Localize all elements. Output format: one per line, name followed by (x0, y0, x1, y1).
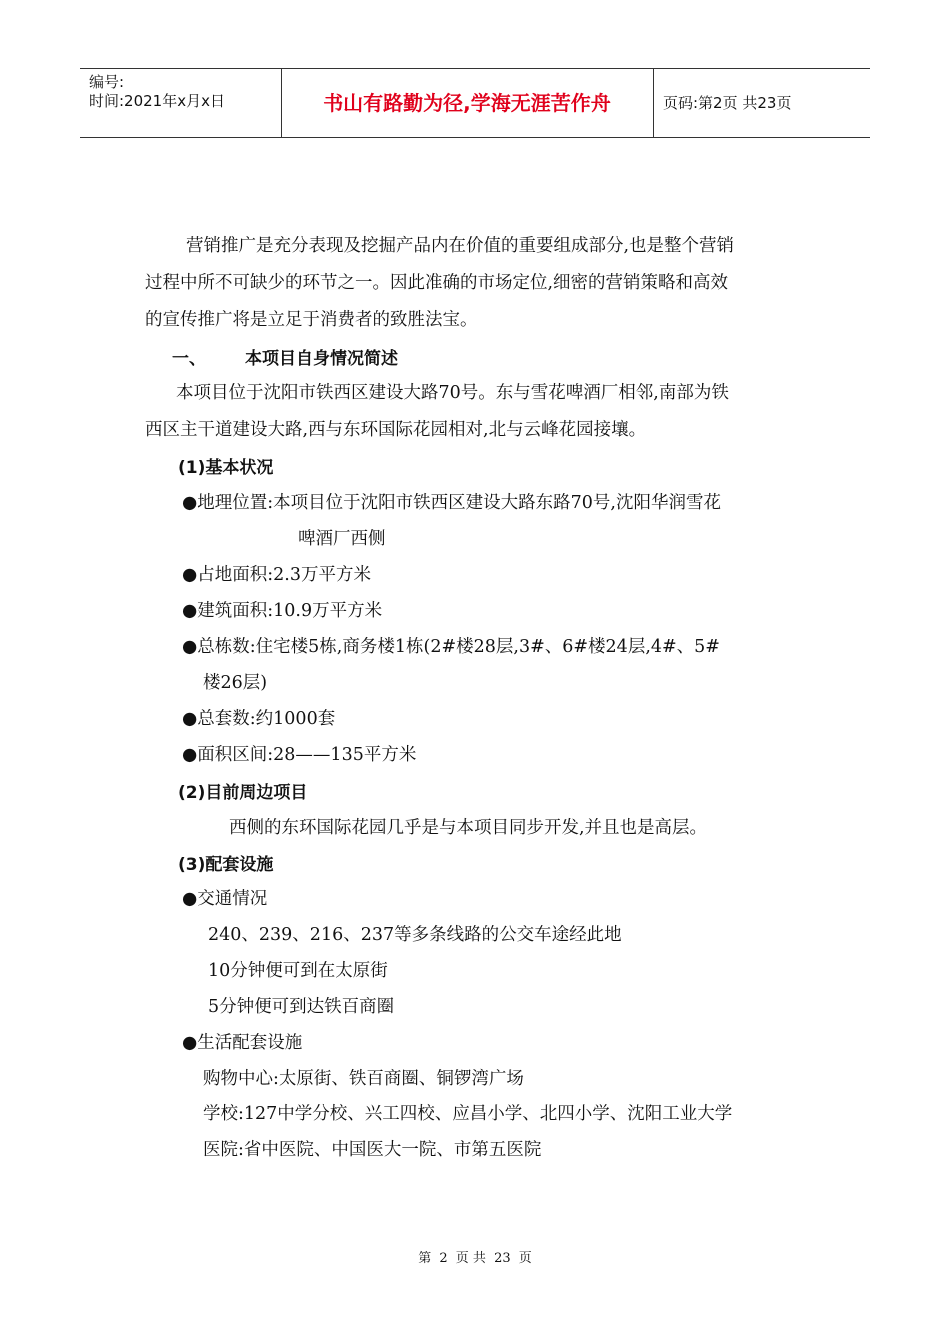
page-footer (0, 1247, 950, 1266)
basic-item: ●占地面积:2.3万平方米 (182, 565, 371, 585)
life-item: 购物中心:太原街、铁百商圈、铜锣湾广场 (203, 1069, 524, 1089)
traffic-item: 5分钟便可到达铁百商圈 (208, 997, 395, 1017)
subheading-basic: (1)基本状况 (178, 458, 274, 478)
intro-line-2: 过程中所不可缺少的环节之一。因此准确的市场定位,细密的营销策略和高效 (145, 273, 729, 293)
location-line-1: 本项目位于沈阳市铁西区建设大路70号。东与雪花啤酒厂相邻,南部为铁 (176, 383, 729, 403)
basic-item: ●地理位置:本项目位于沈阳市铁西区建设大路东路70号,沈阳华润雪花 (182, 493, 721, 513)
subheading-facilities: (3)配套设施 (178, 855, 274, 875)
page-header (80, 68, 870, 138)
header-meta (80, 69, 282, 137)
subheading-surrounding: (2)目前周边项目 (178, 783, 308, 803)
section1-number: 一、 (172, 349, 206, 369)
basic-item: 楼26层) (203, 673, 268, 693)
footer-suffix: 页 (518, 1251, 532, 1266)
traffic-title: ●交通情况 (182, 889, 268, 909)
header-page-info: 页码:第2页 共23页 (663, 94, 792, 112)
life-title: ●生活配套设施 (182, 1033, 303, 1053)
traffic-item: 10分钟便可到在太原街 (208, 961, 388, 981)
footer-total-pages: 23 (494, 1251, 511, 1266)
traffic-item: 240、239、216、237等多条线路的公交车途经此地 (208, 925, 622, 945)
life-item: 学校:127中学分校、兴工四校、应昌小学、北四小学、沈阳工业大学 (203, 1104, 733, 1124)
basic-item: ●总栋数:住宅楼5栋,商务楼1栋(2#楼28层,3#、6#楼24层,4#、5# (182, 637, 720, 657)
intro-line-3: 的宣传推广将是立足于消费者的致胜法宝。 (145, 310, 478, 330)
section1-title: 本项目自身情况简述 (245, 349, 398, 369)
basic-item: ●总套数:约1000套 (182, 709, 336, 729)
intro-line-1: 营销推广是充分表现及挖掘产品内在价值的重要组成部分,也是整个营销 (186, 236, 735, 256)
location-line-2: 西区主干道建设大路,西与东环国际花园相对,北与云峰花园接壤。 (145, 420, 647, 440)
life-item: 医院:省中医院、中国医大一院、市第五医院 (203, 1140, 542, 1160)
basic-item: 啤酒厂西侧 (298, 529, 386, 549)
time-label: 时间:2021年x月x日 (89, 92, 225, 110)
basic-item: ●面积区间:28——135平方米 (182, 745, 417, 765)
footer-prefix: 第 (418, 1251, 432, 1266)
footer-page-number: 2 (439, 1251, 448, 1266)
number-label: 编号: (89, 73, 125, 91)
header-motto: 书山有路勤为径,学海无涯苦作舟 (281, 69, 654, 137)
surrounding-text: 西侧的东环国际花园几乎是与本项目同步开发,并且也是高层。 (229, 818, 708, 838)
footer-mid: 页 共 (455, 1251, 486, 1266)
basic-item: ●建筑面积:10.9万平方米 (182, 601, 383, 621)
